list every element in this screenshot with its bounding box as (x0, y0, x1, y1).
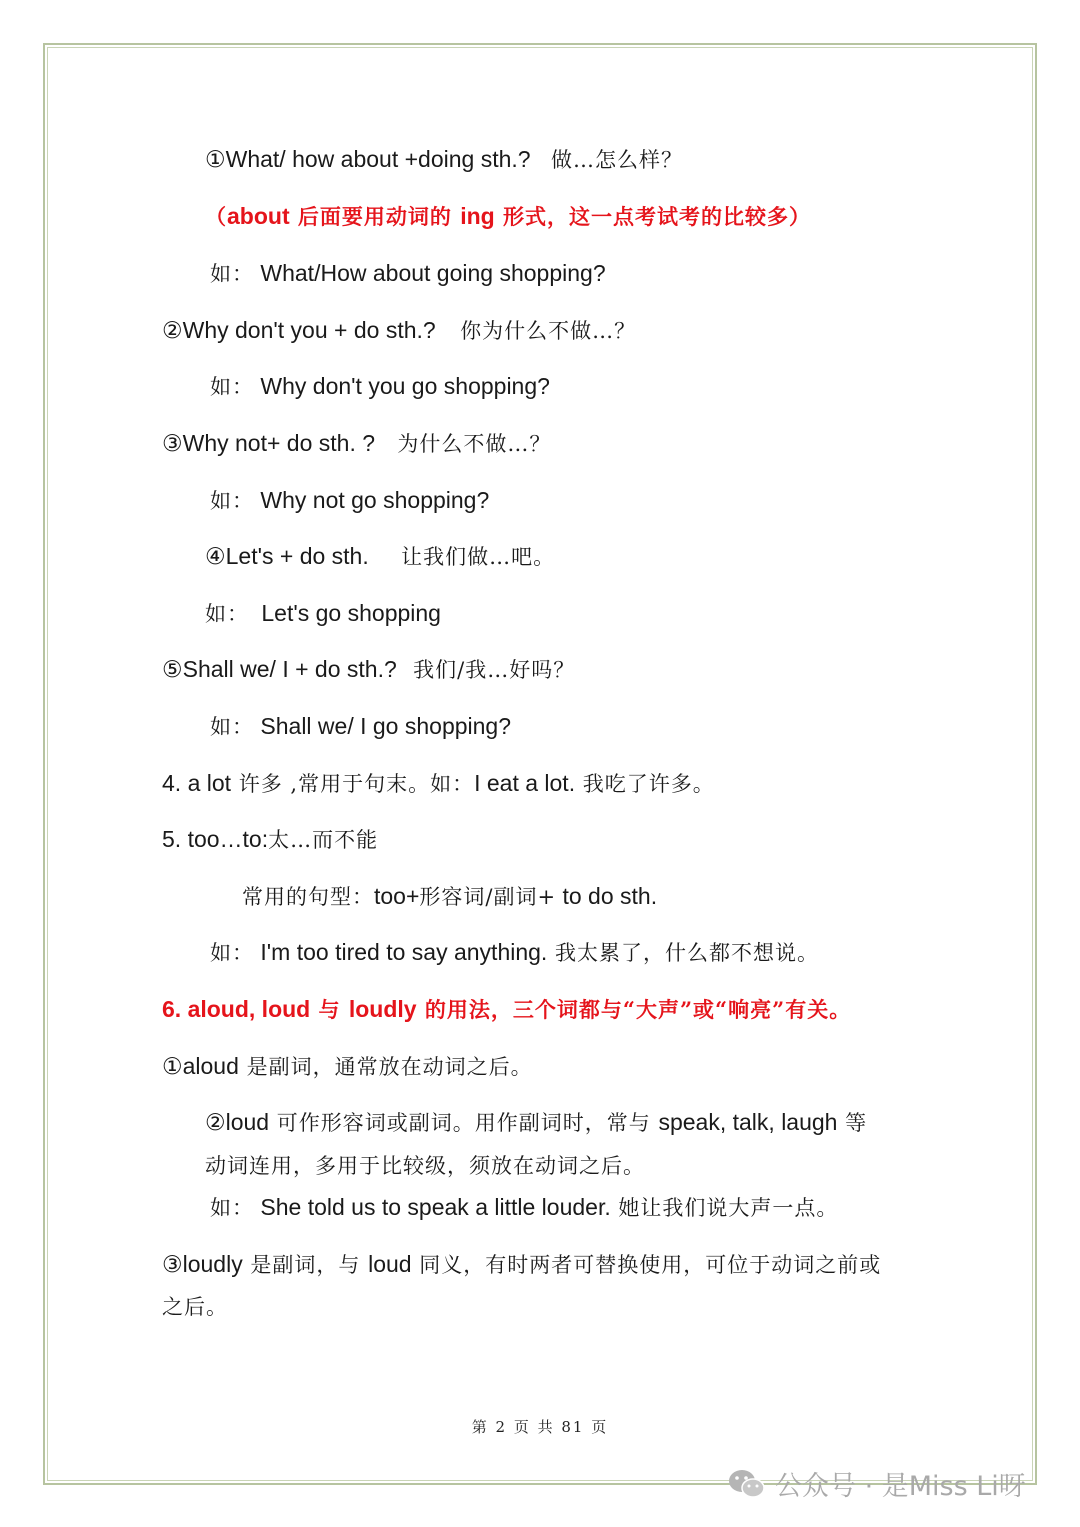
line-lets (205, 541, 555, 572)
text: 我们/我…好吗？ (413, 658, 576, 682)
text: 如： (205, 602, 249, 626)
text: 如： (210, 1196, 254, 1220)
text: 动词连用，多用于比较级，须放在动词之后。 (205, 1154, 645, 1178)
text: Why not go shopping? (260, 487, 490, 513)
text: 与 (310, 997, 349, 1022)
example-line (210, 371, 550, 402)
text: ing (460, 203, 495, 229)
example-line (205, 598, 441, 629)
text: too+ (374, 883, 420, 909)
example-line (210, 937, 819, 968)
text: 是副词，与 (242, 1253, 369, 1277)
text: 如： (210, 375, 254, 399)
text: loud (368, 1251, 412, 1277)
text: 太…而不能 (268, 828, 379, 852)
text: 许多 ,常用于句末。如： (231, 772, 475, 796)
text: 如： (210, 715, 254, 739)
text: Why don't you go shopping? (260, 373, 550, 399)
text: ①What/ how about +doing sth.? (205, 146, 531, 172)
example-line (210, 258, 606, 289)
item-6-heading (162, 994, 851, 1025)
text: What/How about going shopping? (260, 260, 606, 286)
example-line (210, 485, 489, 516)
text: speak, talk, laugh (658, 1109, 838, 1135)
item-5-too-to (162, 824, 378, 855)
text: Shall we/ I go shopping? (260, 713, 512, 739)
text: 是副词，通常放在动词之后。 (238, 1055, 533, 1079)
line-why-dont-you (162, 315, 636, 346)
text: 等 (837, 1111, 868, 1135)
text: ⑤Shall we/ I + do sth.? (162, 656, 397, 682)
example-line (210, 1192, 838, 1223)
text: ②Why don't you + do sth.? (162, 317, 436, 343)
text: 的用法，三个词都与“大声”或“响亮”有关。 (416, 997, 852, 1022)
pattern-line (242, 881, 657, 912)
item-4-a-lot (162, 768, 715, 799)
text: 6. aloud, loud (162, 996, 311, 1022)
text: 4. a lot (162, 770, 232, 796)
text: loudly (348, 996, 417, 1022)
page-number: 第 2 页 共 81 页 (471, 1418, 609, 1436)
line-aloud (162, 1051, 533, 1082)
note-about-ing (205, 201, 811, 232)
text: I'm too tired to say anything. (260, 939, 548, 965)
text: 让我们做…吧。 (401, 545, 556, 569)
text: ④Let's + do sth. (205, 543, 369, 569)
text: 如： (210, 941, 254, 965)
line-loudly-cont (162, 1291, 228, 1322)
line-what-how-about (205, 144, 683, 175)
text: 我吃了许多。 (575, 772, 715, 796)
text: 如： (210, 489, 254, 513)
text: 同义，有时两者可替换使用，可位于动词之前或 (411, 1253, 882, 1277)
text: 之后。 (162, 1295, 228, 1319)
text: 形容词/副词+ (419, 885, 557, 909)
watermark-text: 公众号 · 是Miss Li呀 (775, 1471, 1026, 1502)
text: 5. too…to: (162, 826, 269, 852)
text: ①aloud (162, 1053, 239, 1079)
line-shall-we (162, 654, 575, 685)
text: 可作形容词或副词。用作副词时，常与 (269, 1111, 659, 1135)
watermark (727, 1464, 1026, 1503)
text: 如： (210, 262, 254, 286)
wechat-icon (727, 1468, 767, 1500)
line-loudly (162, 1249, 881, 1280)
line-loud-cont (205, 1150, 645, 1181)
text: 为什么不做…？ (397, 432, 552, 456)
text: Let's go shopping (261, 600, 441, 626)
text: 常用的句型： (242, 885, 374, 909)
text: 她让我们说大声一点。 (610, 1196, 839, 1220)
line-loud (205, 1107, 867, 1138)
text: （ (205, 204, 227, 229)
text: 做…怎么样？ (550, 148, 683, 172)
example-line (210, 711, 511, 742)
text: ②loud (205, 1109, 270, 1135)
text: about (227, 203, 290, 229)
text: 后面要用动词的 (289, 204, 461, 229)
text: to do sth. (556, 883, 658, 909)
line-why-not (162, 428, 551, 459)
text: I eat a lot. (474, 770, 576, 796)
text: She told us to speak a little louder. (260, 1194, 611, 1220)
text: 我太累了，什么都不想说。 (547, 941, 820, 965)
text: ③Why not+ do sth. ? (162, 430, 376, 456)
text: 你为什么不做…？ (460, 319, 637, 343)
text: 形式，这一点考试考的比较多） (494, 204, 812, 229)
text: ③loudly (162, 1251, 243, 1277)
